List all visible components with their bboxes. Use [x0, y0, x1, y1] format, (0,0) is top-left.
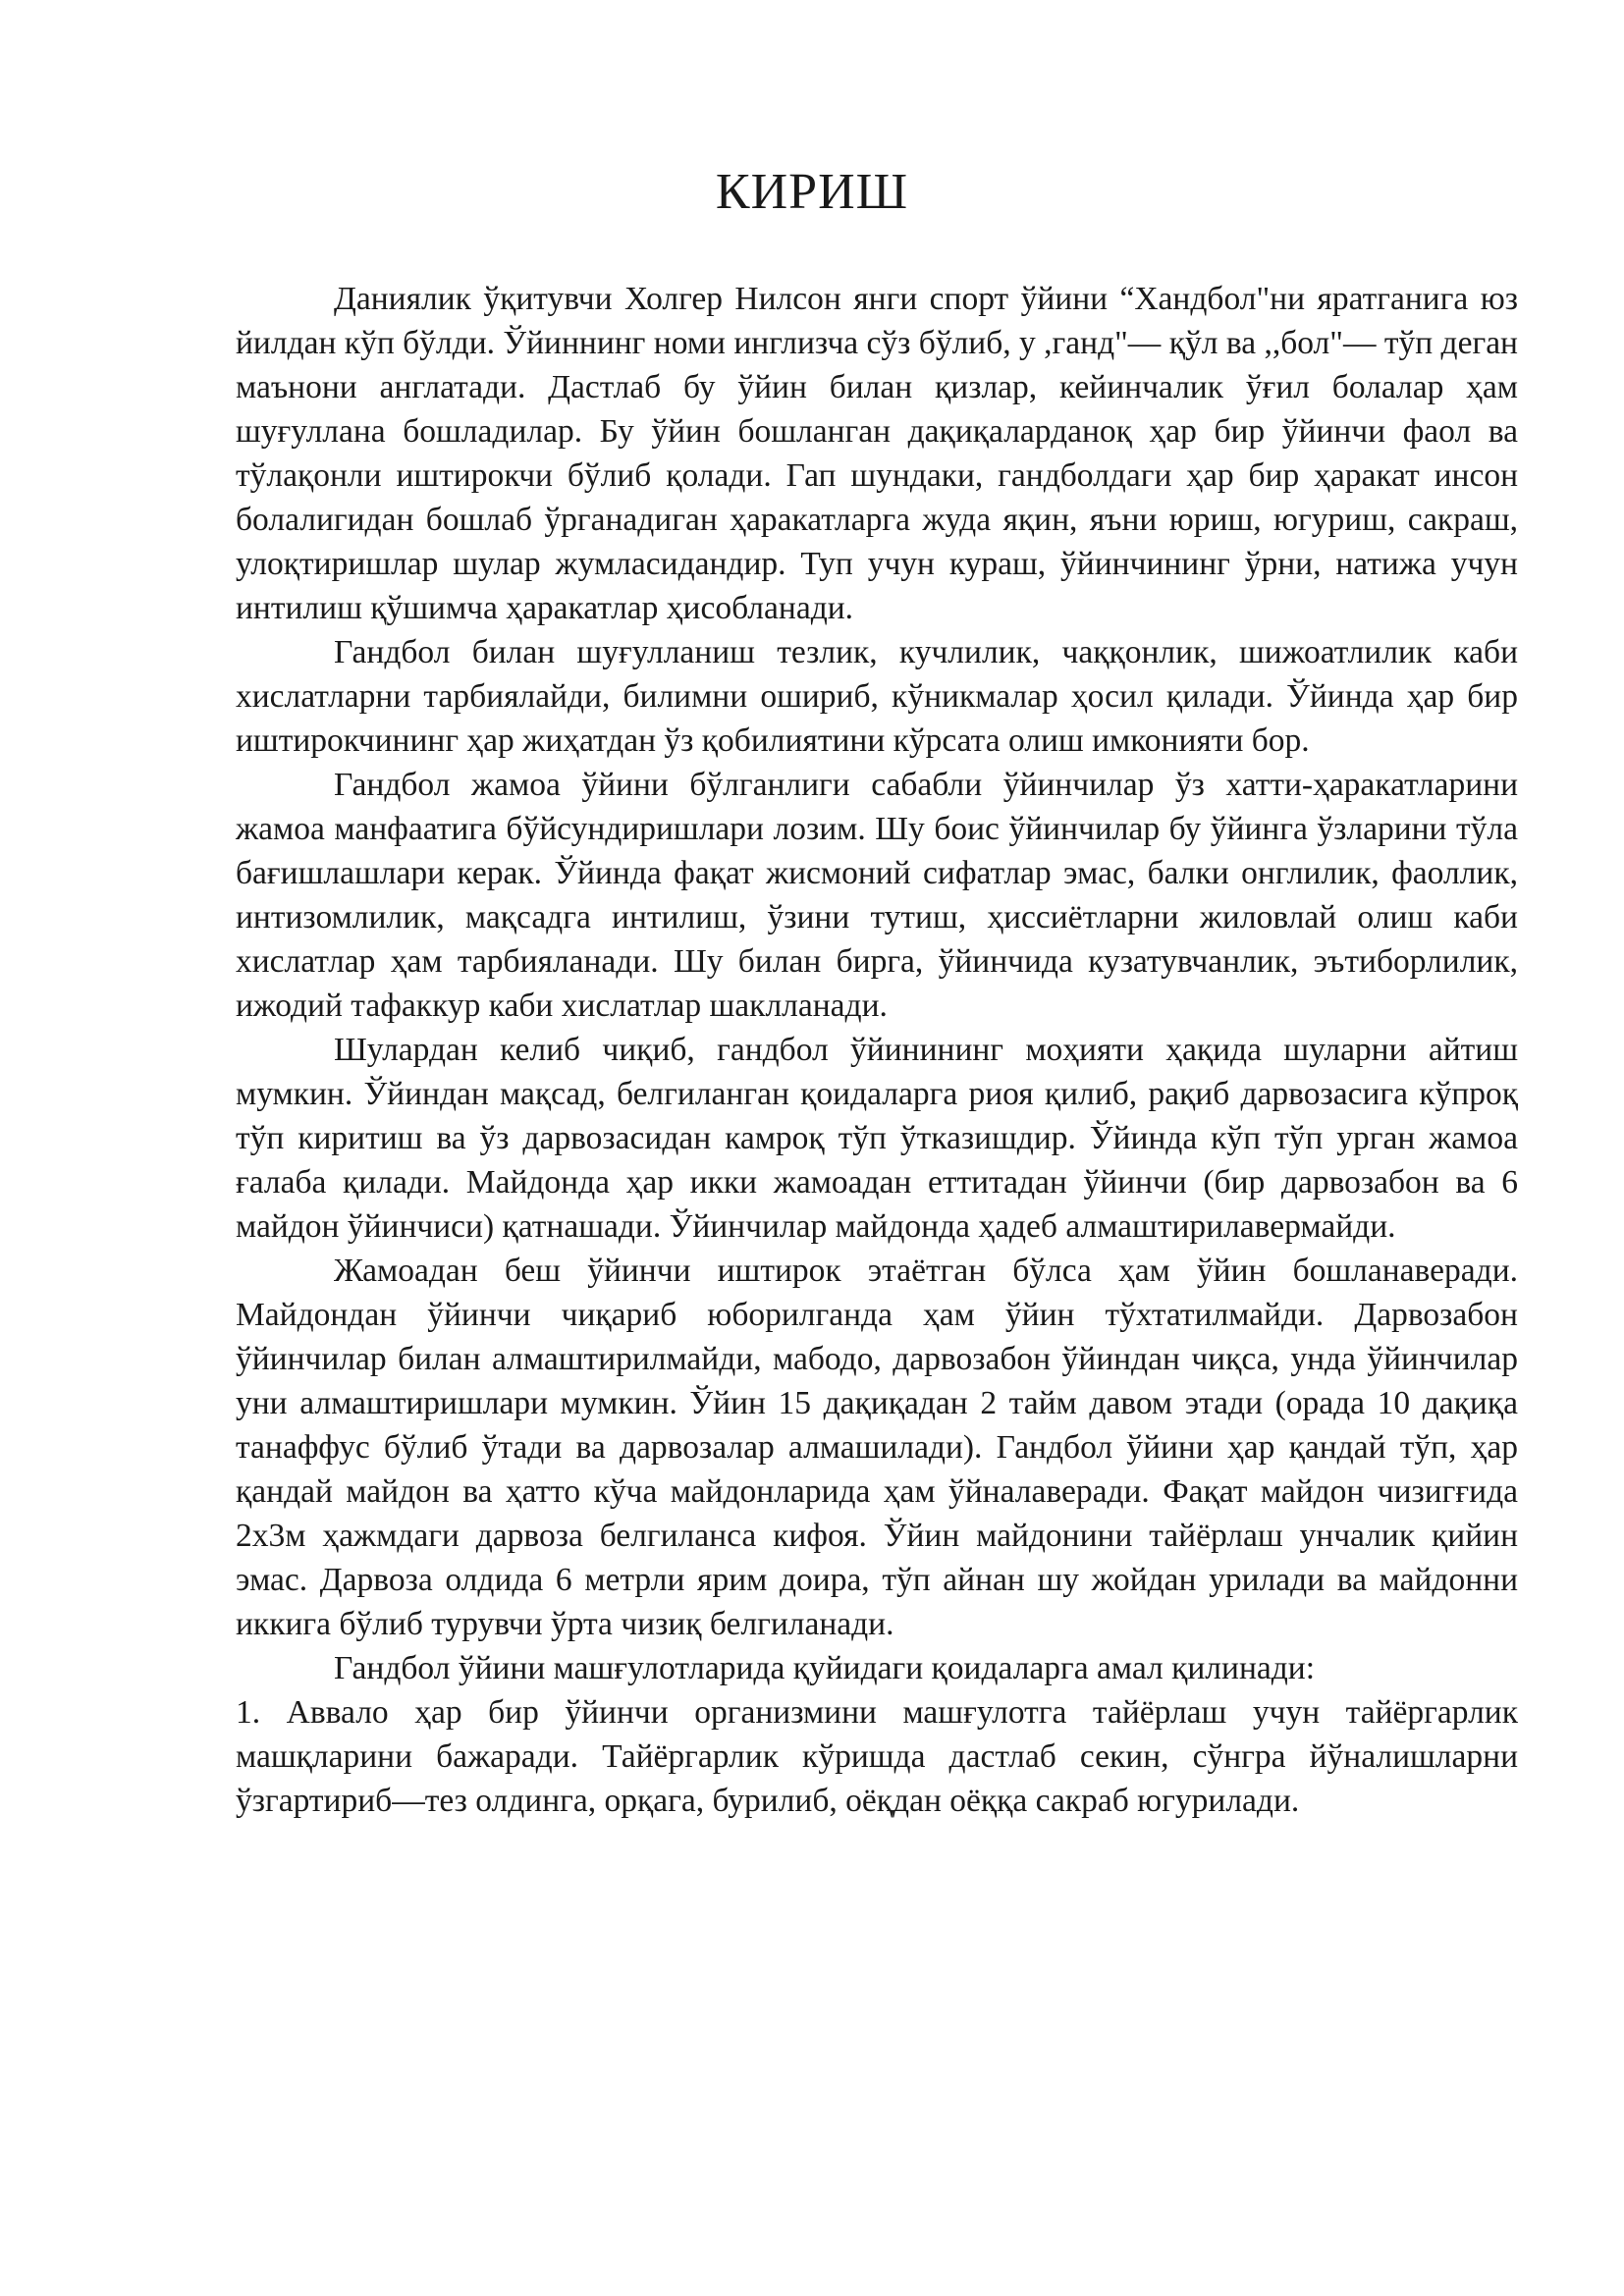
paragraph-4: Шулардан келиб чиқиб, гандбол ўйинининг моҳияти ҳақида шуларни айтиш мумкин. Ўйиндан мақсад, белгиланган қоидаларга риоя қилиб, рақиб дарвозасига кўпроқ тўп киритиш ва ўз дарвозасидан камроқ тўп ўтказишдир. Ўйинда кўп тўп урган жамоа ғалаба қилади. Майдонда ҳар икки жамоадан еттитадан ўйинчи (бир дарвозабон ва 6 майдон ўйинчиси) қатнашади. Ўйинчилар майдонда ҳадеб алмаштирилавермайди.: [236, 1032, 1518, 1245]
paragraph-2: Гандбол билан шуғулланиш тезлик, кучлилик, чаққонлик, шижоатлилик каби хислатларни тарбиялайди, билимни ошириб, кўникмалар ҳосил қилади. Ўйинда ҳар бир иштирокчининг ҳар жиҳатдан ўз қобилиятини кўрсата олиш имконияти бор.: [236, 634, 1518, 759]
paragraph-3: Гандбол жамоа ўйини бўлганлиги сабабли ўйинчилар ўз хатти-ҳаракатларини жамоа манфаатига бўйсундиришлари лозим. Шу боис ўйинчилар бу ўйинга ўзларини тўла бағишлашлари керак. Ўйинда фақат жисмоний сифатлар эмас, балки онглилик, фаоллик, интизомлилик, мақсадга интилиш, ўзини тутиш, ҳиссиётларни жиловлай олиш каби хислатлар ҳам тарбияланади. Шу билан бирга, ўйинчида кузатувчанлик, эътиборлилик, ижодий тафаккур каби хислатлар шаклланади.: [236, 767, 1518, 1024]
paragraph-5: Жамоадан беш ўйинчи иштирок этаётган бўлса ҳам ўйин бошланаверади. Майдондан ўйинчи чиқариб юборилганда ҳам ўйин тўхтатилмайди. Дарвозабон ўйинчилар билан алмаштирилмайди, мабодо, дарвозабон ўйиндан чиқса, унда ўйинчилар уни алмаштиришлари мумкин. Ўйин 15 дақиқадан 2 тайм давом этади (орада 10 дақиқа танаффус бўлиб ўтади ва дарвозалар алмашилади). Гандбол ўйини ҳар қандай тўп, ҳар қандай майдон ва ҳатто кўча майдонларида ҳам ўйналаверади. Фақат майдон чизигғида 2х3м ҳажмдаги дарвоза белгиланса кифоя. Ўйин майдонини тайёрлаш унчалик қийин эмас. Дарвоза олдида 6 метрли ярим доира, тўп айнан шу жойдан урилади ва майдонни иккига бўлиб турувчи ўрта чизиқ белгиланади.: [236, 1253, 1518, 1642]
paragraph-6: Гандбол ўйини машғулотларида қуйидаги қоидаларга амал қилинади:: [334, 1650, 1316, 1686]
page-title: КИРИШ: [715, 164, 909, 220]
list-item-1: 1. Аввало ҳар бир ўйинчи организмини машғулотга тайёрлаш учун тайёргарлик машқларини бажаради. Тайёргарлик кўришда дастлаб секин, сўнгра йўналишларни ўзгартириб—тез олдинга, орқага, бурилиб, оёқдан оёққа сакраб югурилади.: [236, 1694, 1518, 1819]
paragraph-1: Даниялик ўқитувчи Холгер Нилсон янги спорт ўйини “Хандбол"ни яратганига юз йилдан кўп бўлди. Ўйиннинг номи инглизча сўз бўлиб, у ,ганд"— қўл ва ,,бол"— тўп деган маънони англатади. Дастлаб бу ўйин билан қизлар, кейинчалик ўғил болалар ҳам шуғуллана бошладилар. Бу ўйин бошланган дақиқаларданоқ ҳар бир ўйинчи фаол ва тўлақонли иштирокчи бўлиб қолади. Гап шундаки, гандболдаги ҳар бир ҳаракат инсон болалигидан бошлаб ўрганадиган ҳаракатларга жуда яқин, яъни юриш, югуриш, сакраш, улоқтиришлар шулар жумласидандир. Туп учун кураш, ўйинчининг ўрни, натижа учун интилиш қўшимча ҳаракатлар ҳисобланади.: [236, 281, 1518, 626]
body-text: [236, 277, 1518, 1823]
